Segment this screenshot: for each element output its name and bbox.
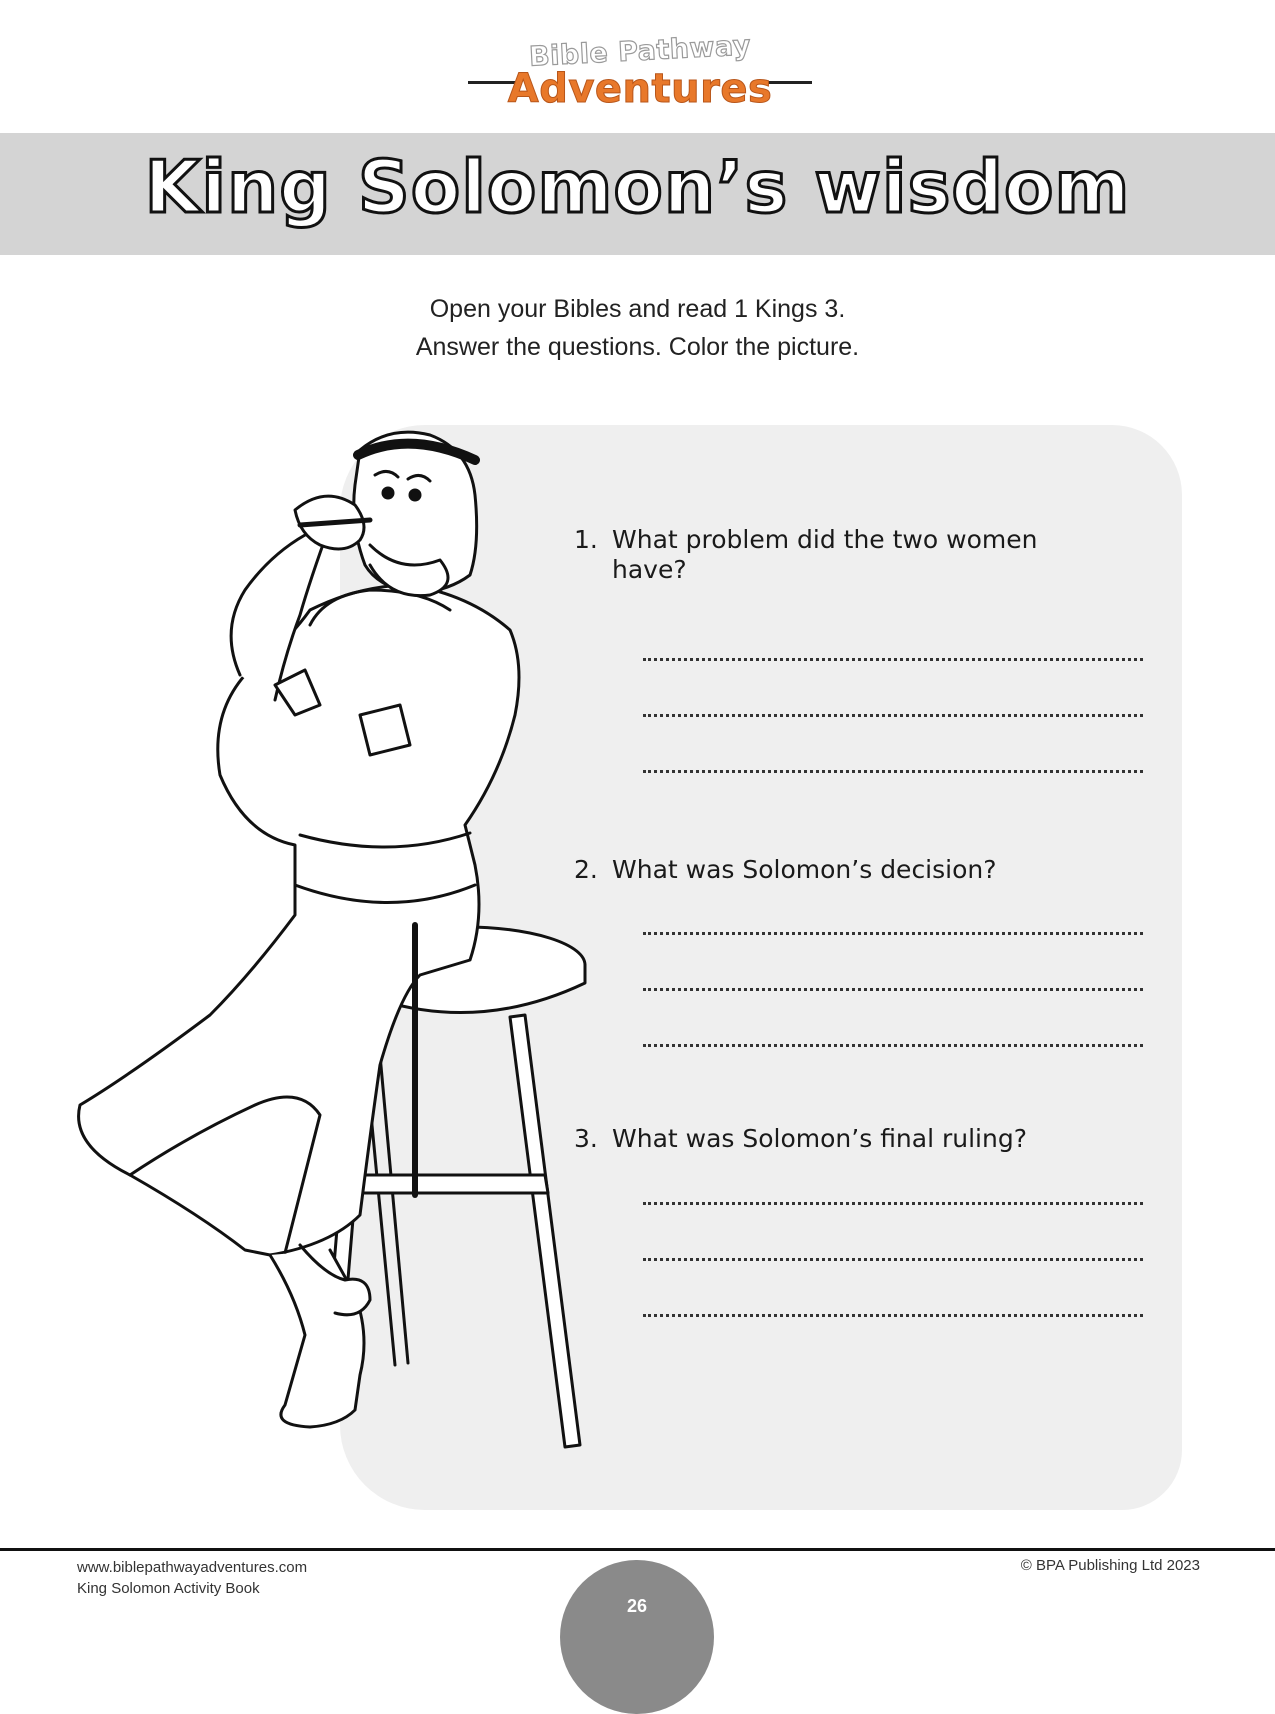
page-number-badge <box>560 1560 714 1714</box>
footer-book-title: King Solomon Activity Book <box>77 1580 260 1597</box>
eye-right <box>410 490 420 500</box>
instructions <box>0 290 1275 366</box>
instruction-line-2: Answer the questions. Color the picture. <box>415 333 860 361</box>
footer-copyright: © BPA Publishing Ltd 2023 <box>1020 1557 1200 1574</box>
answer-line-2a[interactable] <box>643 932 1143 935</box>
stool-leg-front-right <box>510 1015 580 1447</box>
instruction-line-1: Open your Bibles and read 1 Kings 3. <box>429 295 846 323</box>
footer-rule <box>0 1548 1275 1551</box>
question-1-number: 1. <box>574 525 598 554</box>
question-3-text: What was Solomon’s final ruling? <box>612 1124 1027 1153</box>
question-2-number: 2. <box>574 855 598 884</box>
logo-top-text: Bible Pathway <box>528 30 752 73</box>
king-solomon-illustration <box>70 415 630 1505</box>
question-1-text: What problem did the two women have? <box>612 525 1038 584</box>
question-2-text: What was Solomon’s decision? <box>612 855 997 884</box>
footer-left <box>77 1557 307 1599</box>
footer-website[interactable]: www.biblepathwayadventures.com <box>77 1559 308 1576</box>
sleeve-pattern-2 <box>360 705 410 755</box>
page-title: King Solomon’s wisdom <box>144 145 1131 229</box>
answer-line-2b[interactable] <box>643 988 1143 991</box>
answer-line-2c[interactable] <box>643 1044 1143 1047</box>
title-band <box>0 133 1275 255</box>
eye-left <box>383 488 393 498</box>
answer-line-3b[interactable] <box>643 1258 1143 1261</box>
publisher-logo <box>440 28 840 128</box>
answer-line-3a[interactable] <box>643 1202 1143 1205</box>
answer-line-3c[interactable] <box>643 1314 1143 1317</box>
stool-rung <box>357 1175 548 1193</box>
logo-bottom-text: Adventures <box>507 66 773 112</box>
answer-line-1b[interactable] <box>643 714 1143 717</box>
answer-line-1a[interactable] <box>643 658 1143 661</box>
head-drawing <box>295 432 477 595</box>
question-3-number: 3. <box>574 1124 598 1153</box>
page-number: 26 <box>626 1596 648 1616</box>
answer-line-1c[interactable] <box>643 770 1143 773</box>
